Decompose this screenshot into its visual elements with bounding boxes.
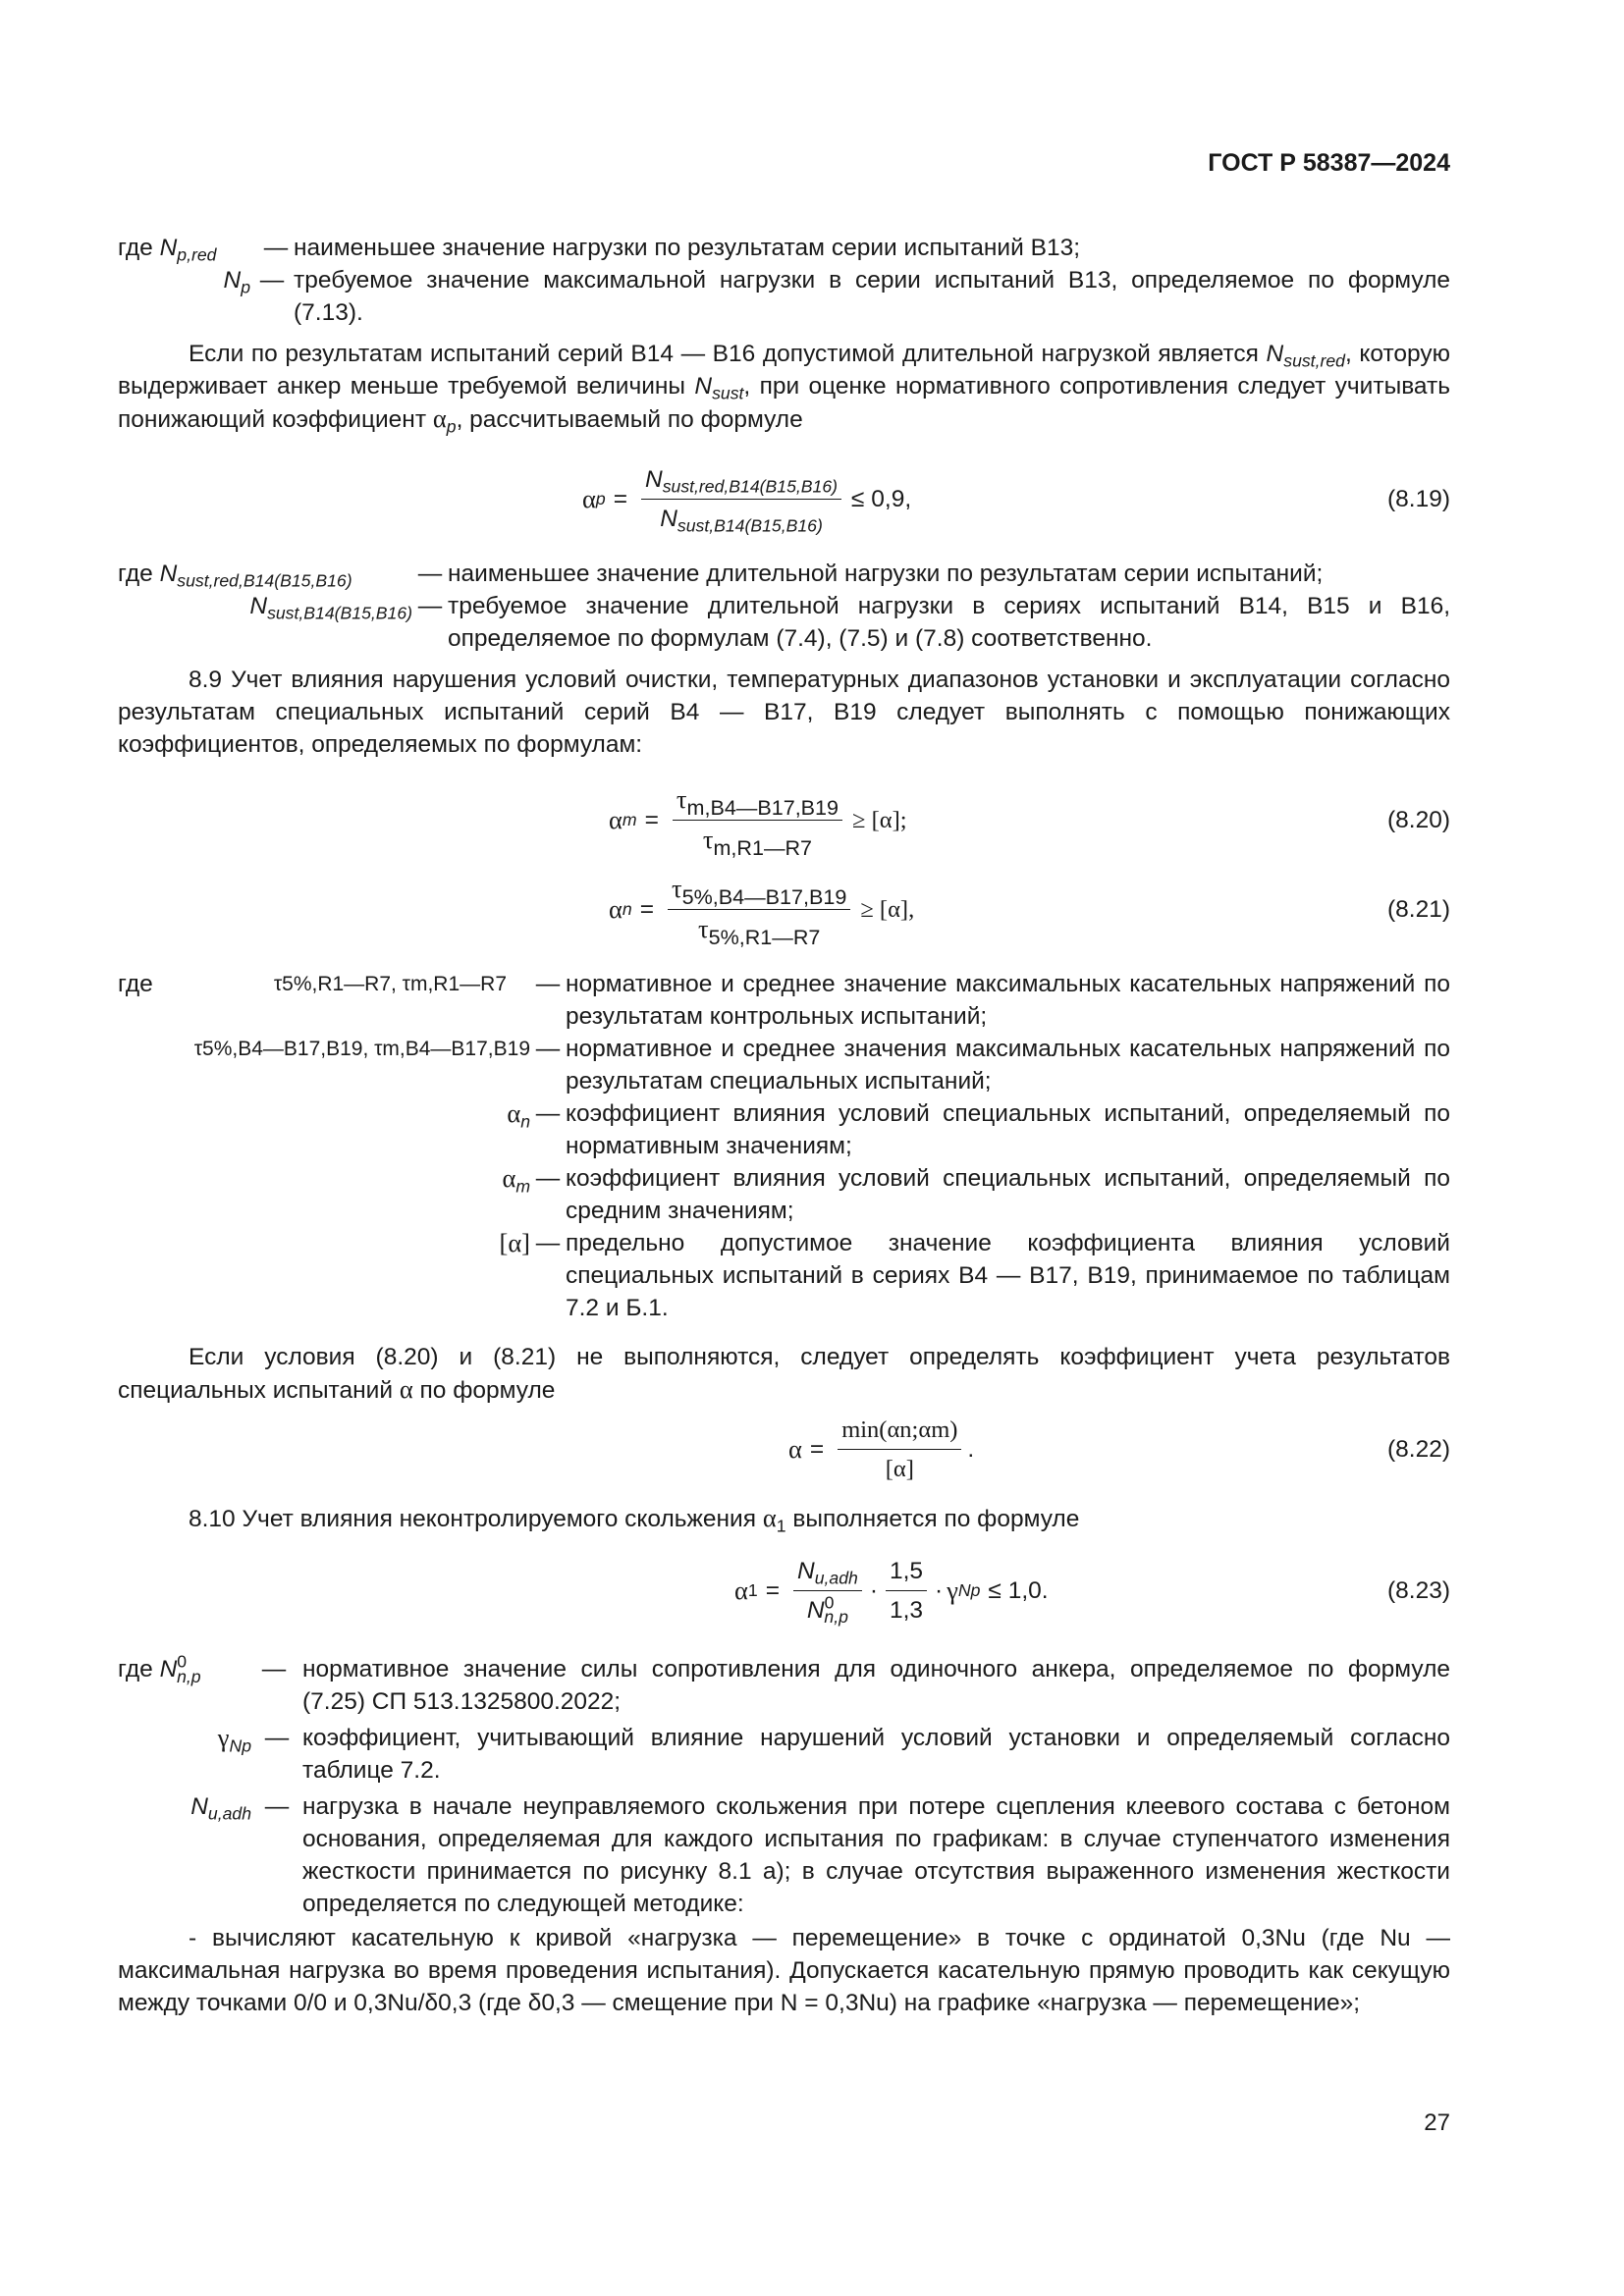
equation-8-22: α = $\frac{\min(\alpha n;\alpha m)}{[\alpha]}$ . (8.22): [118, 1402, 1450, 1496]
where-description: наименьшее значение длительной нагрузки по результатам серии испытаний;: [448, 561, 1324, 587]
where-term: где $N^0_{n,p}$: [118, 1651, 201, 1686]
where-term: $N_p$: [223, 267, 250, 297]
equation-8-23: α 1 = $\frac{N_{u,adh}}{N^0_{n,p}}$ · $\frac{1,5}{1,3}$ · γ Np ≤ 1,0. (8.23): [118, 1541, 1450, 1639]
where-term: $N_{sust,B14(B15,B16)}$: [249, 593, 412, 623]
fraction: $\frac{\tau_{5\%,B4—B17,B19}}{\tau_{5\%,R1—R7}}$: [668, 873, 850, 946]
equation-number: (8.23): [1386, 1576, 1450, 1604]
fraction: $\frac{N_{u,adh}}{N^0_{n,p}}$: [793, 1555, 862, 1627]
where-description: нагрузка в начале неуправляемого скольжения при потере сцепления клеевого состава с бетоном основания, определяемая для каждого испытания по графикам: в случае ступенчатого изменения жесткости принимается по рисунку 8.1 а); в случае отсутствия выраженного изменения жесткости определяется по следующей методике:: [302, 1793, 1450, 1917]
document-header: ГОСТ Р 58387—2024: [1208, 149, 1450, 177]
paragraph-8-9: 8.9 Учет влияния нарушения условий очистки, температурных диапазонов установки и эксплуатации согласно результатам специальных испытаний серий В4 — В17, В19 следует выполнять с помощью понижающих коэффициентов, определяемых по формулам:: [118, 667, 1450, 758]
where-item: $N_p$ — требуемое значение максимальной нагрузки в серии испытаний В13, определяемое по формуле (7.13).: [118, 264, 1450, 329]
paragraph-load-reduction: Если по результатам испытаний серий В14 — В16 допустимой длительной нагрузкой является $N_{sust,red}$, которую выдерживает анкер меньше требуемой величины $N_{sust}$, при оценке нормативного сопротивления следует учитывать понижающий коэффициент $\alpha_p$, рассчитываемый по формуле: [118, 341, 1451, 437]
equation-8-20: α m = $\frac{\tau_{m,B4—B17,B19}}{\tau_{m,R1—R7}}$ ≥ [α]; (8.20): [118, 776, 1450, 863]
where-term: $\alpha_n$: [507, 1098, 530, 1132]
where-description: нормативное и среднее значение максимальных касательных напряжений по результатам контрольных испытаний;: [566, 971, 1450, 1030]
where-item: $\alpha_n$ — коэффициент влияния условий специальных испытаний, определяемый по нормативным значениям;: [118, 1097, 1450, 1162]
where-item: где $N_{sust,red,B14(B15,B16)}$ — наименьшее значение длительной нагрузки по результатам серии испытаний;: [118, 558, 1450, 590]
where-term: $\alpha_m$: [502, 1163, 530, 1197]
where-description: наименьшее значение нагрузки по результатам серии испытаний В13;: [294, 235, 1080, 261]
where-description: нормативное и среднее значения максимальных касательных напряжений по результатам специальных испытаний;: [566, 1036, 1450, 1095]
fraction: $\frac{\tau_{m,B4—B17,B19}}{\tau_{m,R1—R7}}$: [673, 783, 842, 857]
where-term: где $N_{sust,red,B14(B15,B16)}$: [118, 561, 352, 591]
where-description: нормативное значение силы сопротивления для одиночного анкера, определяемое по формуле (7.25) СП 513.1325800.2022;: [302, 1656, 1450, 1715]
fraction: $\frac{\min(\alpha n;\alpha m)}{[\alpha]}$: [838, 1414, 961, 1485]
where-description: коэффициент влияния условий специальных испытаний, определяемый по средним значениям;: [566, 1165, 1450, 1224]
equation-number: (8.22): [1386, 1435, 1450, 1463]
equation-8-19: α p = $\frac{N_{sust,red,B14(B15,B16)}}{N_{sust,B14(B15,B16)}}$ ≤ 0,9, (8.19): [118, 452, 1450, 546]
where-block-4: [118, 1653, 1450, 1920]
equation-8-21: α n = $\frac{\tau_{5\%,B4—B17,B19}}{\tau_{5\%,R1—R7}}$ ≥ [α], (8.21): [118, 866, 1450, 952]
paragraph-conditions: Если условия (8.20) и (8.21) не выполняются, следует определять коэффициент учета результатов специальных испытаний α по формуле: [118, 1344, 1450, 1404]
where-term: где τ5%,R1—R7, τm,R1—R7: [118, 971, 507, 997]
paragraph-8-10: 8.10 Учет влияния неконтролируемого скольжения $\alpha_1$ выполняется по формуле: [189, 1503, 1080, 1536]
equation-number: (8.19): [1386, 485, 1450, 512]
where-item: где τ5%,R1—R7, τm,R1—R7 — нормативное и среднее значение максимальных касательных напряжений по результатам контрольных испытаний;: [118, 968, 1450, 1033]
where-item: где $N^0_{n,p}$ — нормативное значение силы сопротивления для одиночного анкера, определяемое по формуле (7.25) СП 513.1325800.2022;: [118, 1653, 1450, 1718]
where-term: $\gamma_{Np}$: [217, 1723, 251, 1756]
where-block-2: [118, 558, 1450, 655]
where-block-1: [118, 232, 1450, 329]
equation-number: (8.21): [1386, 895, 1450, 923]
where-item: $\alpha_m$ — коэффициент влияния условий специальных испытаний, определяемый по средним значениям;: [118, 1162, 1450, 1227]
where-item: [α] — предельно допустимое значение коэффициента влияния условий специальных испытаний в сериях В4 — В17, В19, принимаемое по таблицам 7.2 и Б.1.: [118, 1227, 1450, 1324]
where-item: $\gamma_{Np}$ — коэффициент, учитывающий влияние нарушений условий установки и определяемый согласно таблице 7.2.: [118, 1722, 1450, 1787]
where-description: требуемое значение длительной нагрузки в сериях испытаний В14, В15 и В16, определяемое по формулам (7.4), (7.5) и (7.8) соответственно.: [448, 593, 1450, 652]
equation-number: (8.20): [1386, 806, 1450, 833]
where-term: $N_{u,adh}$: [190, 1793, 251, 1824]
where-term: где $N_{p,red}$: [118, 235, 217, 265]
where-description: коэффициент, учитывающий влияние нарушений условий установки и определяемый согласно таблице 7.2.: [302, 1725, 1450, 1784]
where-description: требуемое значение максимальной нагрузки в серии испытаний В13, определяемое по формуле (7.13).: [294, 267, 1450, 326]
where-term: [α]: [499, 1228, 530, 1257]
fraction: $\frac{1,5}{1,3}$: [886, 1555, 927, 1627]
where-term: τ5%,B4—B17,B19, τm,B4—B17,B19: [193, 1038, 530, 1060]
paragraph-tangent-method: - вычисляют касательную к кривой «нагрузка — перемещение» в точке с ординатой 0,3Nu (где Nu — максимальная нагрузка во время проведения испытания). Допускается касательную прямую проводить как секущую между точками 0/0 и 0,3Nu/δ0,3 (где δ0,3 — смещение при N = 0,3Nu) на графике «нагрузка — перемещение»;: [118, 1925, 1450, 2016]
where-description: предельно допустимое значение коэффициента влияния условий специальных испытаний в сериях В4 — В17, В19, принимаемое по таблицам 7.2 и Б.1.: [566, 1230, 1450, 1321]
fraction: $\frac{N_{sust,red,B14(B15,B16)}}{N_{sust,B14(B15,B16)}}$: [641, 463, 841, 535]
where-item: $N_{u,adh}$ — нагрузка в начале неуправляемого скольжения при потере сцепления клеевого состава с бетоном основания, определяемая для каждого испытания по графикам: в случае ступенчатого изменения жесткости принимается по рисунку 8.1 а); в случае отсутствия выраженного изменения жесткости определяется по следующей методике:: [118, 1790, 1450, 1920]
where-item: τ5%,B4—B17,B19, τm,B4—B17,B19 — нормативное и среднее значения максимальных касательных напряжений по результатам специальных испытаний;: [118, 1033, 1450, 1097]
page-number: 27: [1424, 2109, 1450, 2136]
where-description: коэффициент влияния условий специальных испытаний, определяемый по нормативным значениям;: [566, 1100, 1450, 1159]
where-block-3: [118, 968, 1450, 1324]
where-item: $N_{sust,B14(B15,B16)}$ — требуемое значение длительной нагрузки в сериях испытаний В14, В15 и В16, определяемое по формулам (7.4), (7.5) и (7.8) соответственно.: [118, 590, 1450, 655]
where-item: где $N_{p,red}$ — наименьшее значение нагрузки по результатам серии испытаний В13;: [118, 232, 1450, 264]
